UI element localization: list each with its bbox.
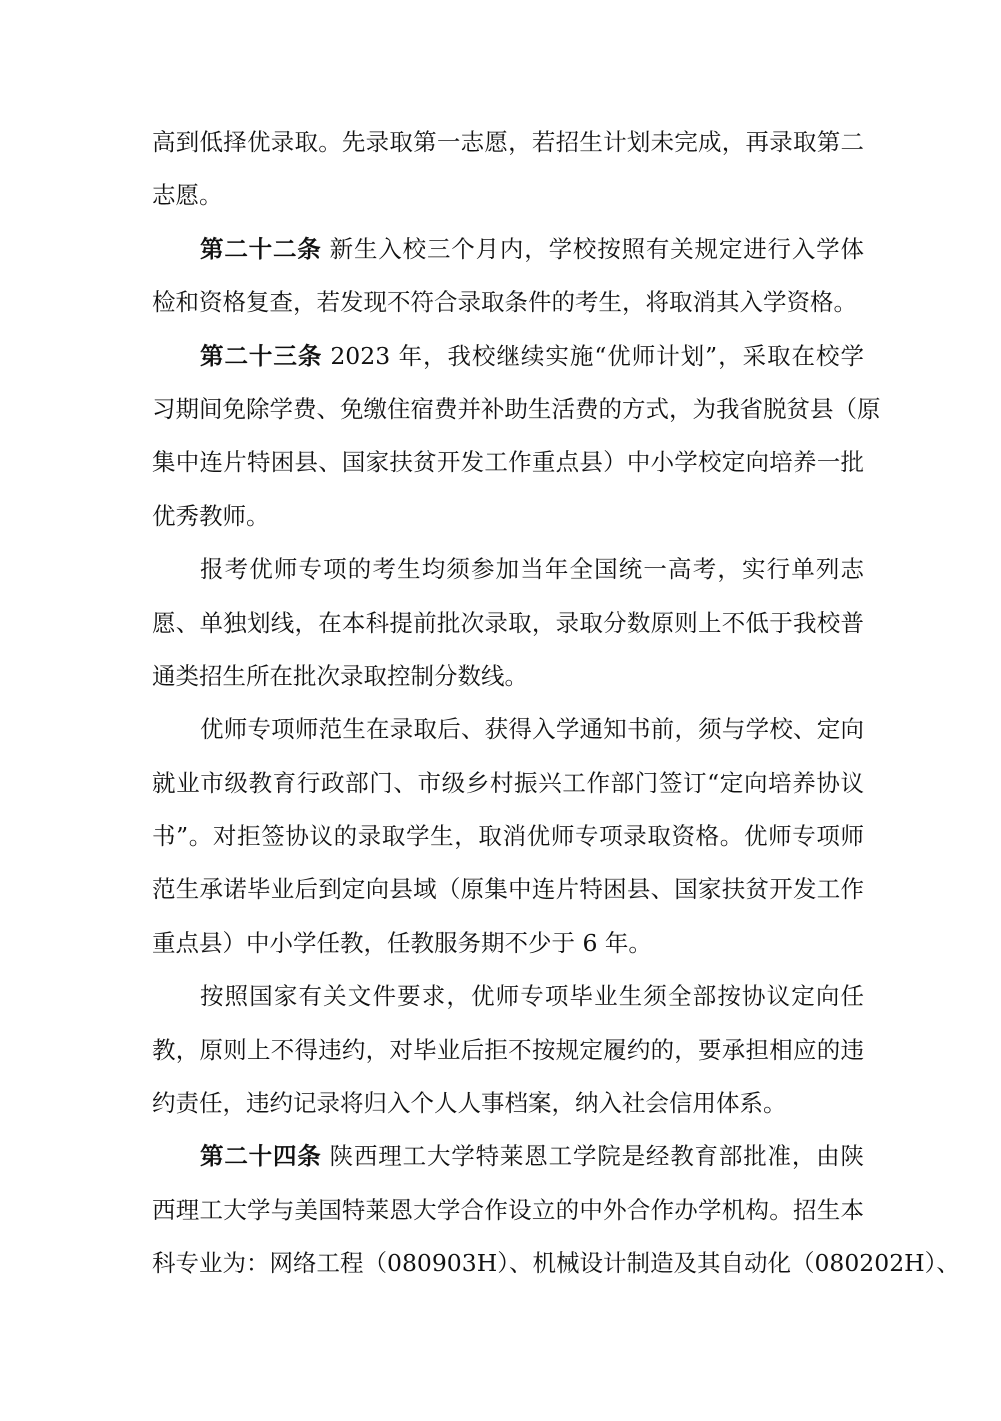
article-text: 2023 年，我校继续实施“优师计划”，采取在校学 xyxy=(330,341,864,370)
text-line: 通类招生所在批次录取控制分数线。 xyxy=(152,661,528,690)
text-line xyxy=(152,231,864,284)
text-line: 教，原则上不得违约，对毕业后拒不按规定履约的，要承担相应的违 xyxy=(152,1035,864,1064)
article-text: 陕西理工大学特莱恩工学院是经教育部批准，由陕 xyxy=(329,1142,865,1171)
text-line: 就业市级教育行政部门、市级乡村振兴工作部门签订“定向培养协议 xyxy=(152,768,864,797)
text-line: 优师专项师范生在录取后、获得入学通知书前，须与学校、定向 xyxy=(200,715,864,744)
text-line xyxy=(152,338,864,391)
text-line: 科专业为：网络工程（080903H）、机械设计制造及其自动化（080202H）、 xyxy=(152,1249,960,1278)
article-24 xyxy=(152,1138,960,1298)
text-line: 优秀教师。 xyxy=(152,501,270,530)
article-23 xyxy=(152,338,881,552)
text-line: 范生承诺毕业后到定向县域（原集中连片特困县、国家扶贫开发工作 xyxy=(152,875,864,904)
text-line: 检和资格复查，若发现不符合录取条件的考生，将取消其入学资格。 xyxy=(152,288,857,317)
text-line: 报考优师专项的考生均须参加当年全国统一高考，实行单列志 xyxy=(200,555,864,584)
text-line: 约责任，违约记录将归入个人人事档案，纳入社会信用体系。 xyxy=(152,1089,787,1118)
paragraph-breach xyxy=(152,978,864,1138)
article-heading: 第二十二条 xyxy=(200,234,322,263)
article-heading: 第二十三条 xyxy=(200,341,323,370)
text-line: 集中连片特困县、国家扶贫开发工作重点县）中小学校定向培养一批 xyxy=(152,448,864,477)
article-text: 新生入校三个月内，学校按照有关规定进行入学体 xyxy=(329,234,865,263)
paragraph-exam-requirement xyxy=(152,551,864,711)
document-page xyxy=(152,124,960,1299)
text-line: 志愿。 xyxy=(152,181,223,210)
article-heading: 第二十四条 xyxy=(200,1142,322,1171)
text-line: 习期间免除学费、免缴住宿费并补助生活费的方式，为我省脱贫县（原 xyxy=(152,394,881,423)
text-line xyxy=(152,1138,864,1191)
paragraph-continuation xyxy=(152,124,864,231)
text-line: 愿、单独划线，在本科提前批次录取，录取分数原则上不低于我校普 xyxy=(152,608,864,637)
text-line: 高到低择优录取。先录取第一志愿，若招生计划未完成，再录取第二 xyxy=(152,128,864,156)
text-line: 西理工大学与美国特莱恩大学合作设立的中外合作办学机构。招生本 xyxy=(152,1195,864,1224)
article-22 xyxy=(152,231,864,338)
paragraph-agreement xyxy=(152,711,864,978)
text-line: 书”。对拒签协议的录取学生，取消优师专项录取资格。优师专项师 xyxy=(152,822,864,851)
text-line: 按照国家有关文件要求，优师专项毕业生须全部按协议定向任 xyxy=(200,982,864,1011)
text-line: 重点县）中小学任教，任教服务期不少于 6 年。 xyxy=(152,928,652,957)
